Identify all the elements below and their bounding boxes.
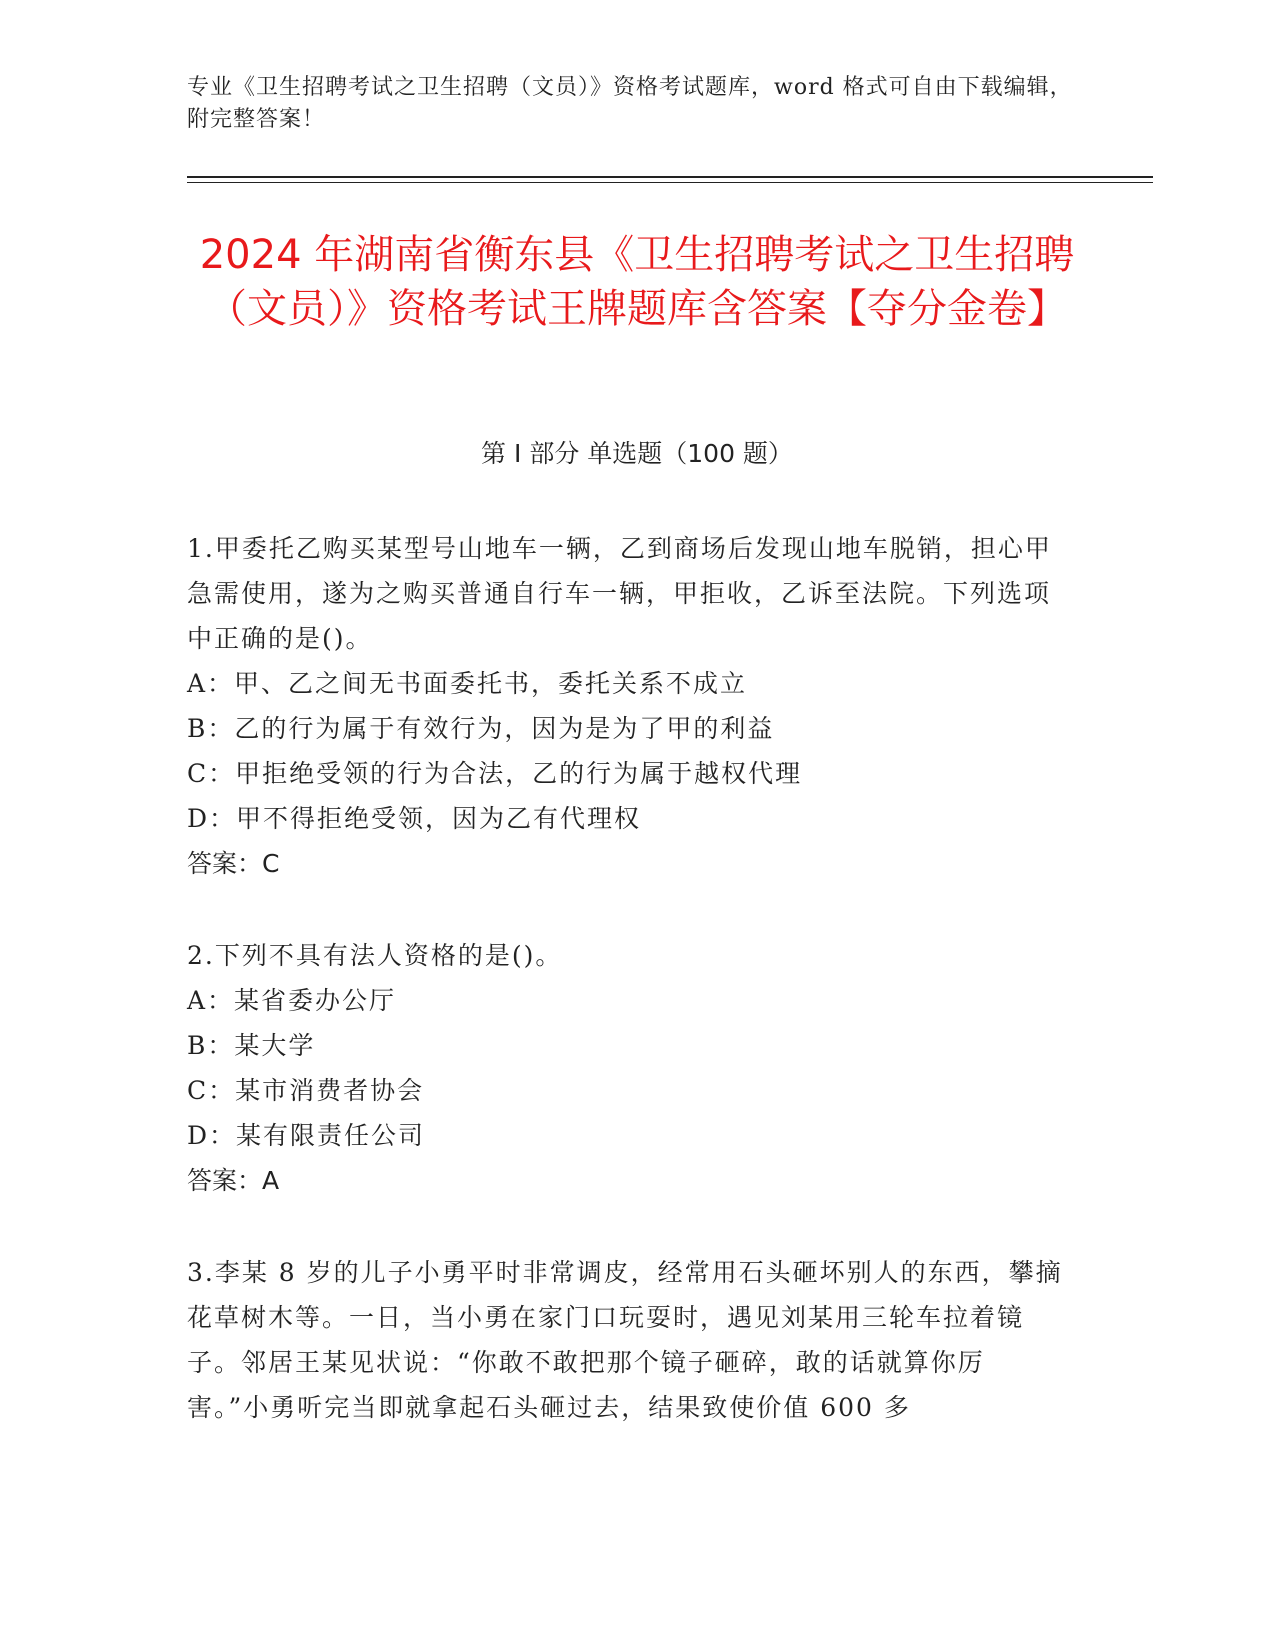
- document-title: 2024 年湖南省衡东县《卫生招聘考试之卫生招聘（文员）》资格考试王牌题库含答案【夺分金卷】: [199, 232, 1075, 332]
- question-stem: 2.下列不具有法人资格的是()。: [187, 941, 563, 970]
- option-d: D：甲不得拒绝受领，因为乙有代理权: [187, 804, 642, 833]
- option-a: A：甲、乙之间无书面委托书，委托关系不成立: [187, 669, 748, 698]
- option-d: D：某有限责任公司: [187, 1121, 426, 1150]
- option-a: A：某省委办公厅: [187, 986, 397, 1015]
- question-stem: 3.李某 8 岁的儿子小勇平时非常调皮，经常用石头砸坏别人的东西，攀摘花草树木等。一日，当小勇在家门口玩耍时，遇见刘某用三轮车拉着镜子。邻居王某见状说：“你敢不敢把那个镜子砸碎，敢的话就算你厉害。”小勇听完当即就拿起石头砸过去，结果致使价值 600 多: [187, 1258, 1063, 1422]
- answer-line: 答案：C: [187, 849, 280, 878]
- question-2: [187, 933, 1067, 1203]
- header-note: 专业《卫生招聘考试之卫生招聘（文员）》资格考试题库，word 格式可自由下载编辑，附完整答案！: [187, 75, 1073, 132]
- question-3: [187, 1250, 1067, 1430]
- option-c: C：某市消费者协会: [187, 1076, 425, 1105]
- header-divider-thick: [187, 176, 1153, 178]
- option-b: B：乙的行为属于有效行为，因为是为了甲的利益: [187, 714, 775, 743]
- question-list: [187, 526, 1067, 1477]
- question-1: [187, 526, 1067, 886]
- answer-line: 答案：A: [187, 1166, 280, 1195]
- section-heading: 第 I 部分 单选题（100 题）: [481, 439, 793, 468]
- option-c: C：甲拒绝受领的行为合法，乙的行为属于越权代理: [187, 759, 803, 788]
- question-stem: 1.甲委托乙购买某型号山地车一辆，乙到商场后发现山地车脱销，担心甲急需使用，遂为之购买普通自行车一辆，甲拒收，乙诉至法院。下列选项中正确的是()。: [187, 534, 1052, 653]
- header-divider-thin: [187, 182, 1153, 183]
- option-b: B：某大学: [187, 1031, 316, 1060]
